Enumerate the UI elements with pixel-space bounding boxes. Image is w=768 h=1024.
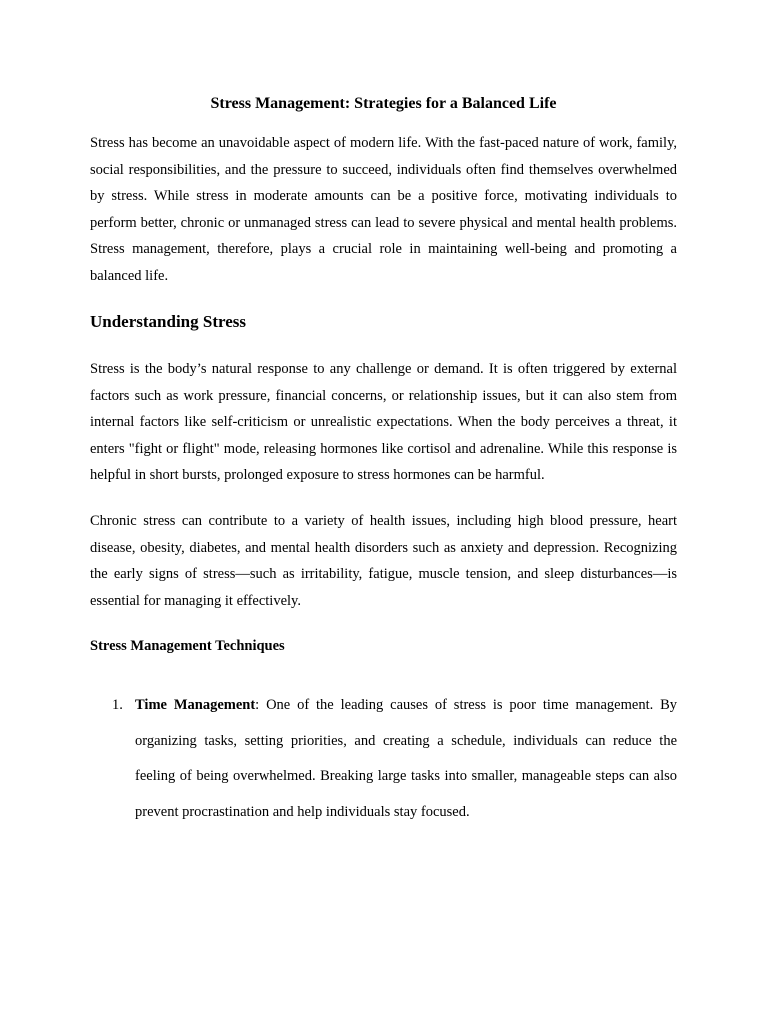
techniques-heading: Stress Management Techniques <box>90 638 285 654</box>
intro-paragraph: Stress has become an unavoidable aspect of modern life. With the fast-paced nature of work, family, social responsibilities, and the pressure to succeed, individuals often find themselves overwhelmed by stress. While stress in moderate amounts can be a positive force, motivating individuals to perform better, chronic or unmanaged stress can lead to severe physical and mental health problems. Stress management, therefore, plays a crucial role in maintaining well-being and promoting a balanced life. <box>90 135 677 284</box>
list-item-description: : One of the leading causes of stress is poor time management. By organizing tasks, setting priorities, and creating a schedule, individuals can reduce the feeling of being overwhelmed. Breaking large tasks into smaller, manageable steps can also prevent procrastination and help individuals stay focused. <box>135 697 678 821</box>
list-item-number: 1. <box>112 697 123 713</box>
list-item-term: Time Management <box>135 697 256 713</box>
list-item <box>90 688 677 831</box>
techniques-list <box>90 688 677 831</box>
document-title: Stress Management: Strategies for a Balanced Life <box>210 95 557 112</box>
understanding-stress-heading: Understanding Stress <box>90 312 247 331</box>
list-item-text <box>135 688 677 831</box>
understanding-paragraph-2: Chronic stress can contribute to a variety of health issues, including high blood pressure, heart disease, obesity, diabetes, and mental health disorders such as anxiety and depression. Recognizing the early signs of stress—such as irritability, fatigue, muscle tension, and sleep disturbances—is essential for managing it effectively. <box>90 513 677 609</box>
understanding-paragraph-1: Stress is the body’s natural response to any challenge or demand. It is often triggered by external factors such as work pressure, financial concerns, or relationship issues, but it can also stem from internal factors like self-criticism or unrealistic expectations. When the body perceives a threat, it enters "fight or flight" mode, releasing hormones like cortisol and adrenaline. While this response is helpful in short bursts, prolonged exposure to stress hormones can be harmful. <box>90 361 677 484</box>
